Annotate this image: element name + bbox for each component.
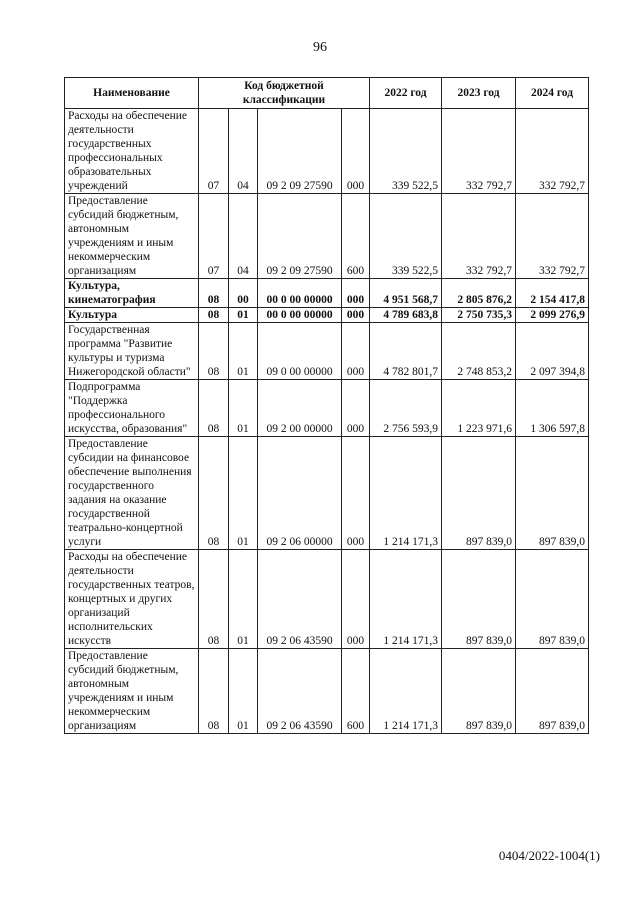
code-target: 09 2 06 43590 bbox=[258, 649, 342, 734]
table-row bbox=[65, 437, 589, 550]
value-2023: 332 792,7 bbox=[442, 194, 516, 279]
row-name: Расходы на обеспечение деятельности государственных профессиональных образовательных учреждений bbox=[65, 109, 199, 194]
value-2024: 2 097 394,8 bbox=[516, 323, 589, 380]
code-subsection: 01 bbox=[229, 649, 258, 734]
table-header-row bbox=[65, 78, 589, 109]
code-target: 09 2 06 00000 bbox=[258, 437, 342, 550]
table-row bbox=[65, 109, 589, 194]
code-subsection: 01 bbox=[229, 323, 258, 380]
code-expense-type: 000 bbox=[342, 380, 370, 437]
code-target: 00 0 00 00000 bbox=[258, 308, 342, 323]
code-subsection: 01 bbox=[229, 308, 258, 323]
value-2024: 897 839,0 bbox=[516, 550, 589, 649]
code-section: 08 bbox=[199, 323, 229, 380]
value-2022: 1 214 171,3 bbox=[370, 649, 442, 734]
value-2022: 339 522,5 bbox=[370, 194, 442, 279]
value-2023: 1 223 971,6 bbox=[442, 380, 516, 437]
code-target: 09 0 00 00000 bbox=[258, 323, 342, 380]
value-2024: 332 792,7 bbox=[516, 194, 589, 279]
value-2024: 2 154 417,8 bbox=[516, 279, 589, 308]
code-expense-type: 000 bbox=[342, 279, 370, 308]
table-row bbox=[65, 323, 589, 380]
header-code: Код бюджетной классификации bbox=[199, 78, 370, 109]
value-2023: 897 839,0 bbox=[442, 437, 516, 550]
code-subsection: 01 bbox=[229, 550, 258, 649]
code-subsection: 01 bbox=[229, 437, 258, 550]
table-row bbox=[65, 380, 589, 437]
code-section: 08 bbox=[199, 649, 229, 734]
code-expense-type: 600 bbox=[342, 649, 370, 734]
code-expense-type: 600 bbox=[342, 194, 370, 279]
code-target: 09 2 09 27590 bbox=[258, 109, 342, 194]
value-2022: 339 522,5 bbox=[370, 109, 442, 194]
code-expense-type: 000 bbox=[342, 550, 370, 649]
row-name: Расходы на обеспечение деятельности государственных театров, концертных и других организаций исполнительских искусств bbox=[65, 550, 199, 649]
value-2022: 1 214 171,3 bbox=[370, 550, 442, 649]
value-2023: 2 805 876,2 bbox=[442, 279, 516, 308]
value-2023: 897 839,0 bbox=[442, 550, 516, 649]
value-2022: 1 214 171,3 bbox=[370, 437, 442, 550]
table-row bbox=[65, 649, 589, 734]
code-subsection: 04 bbox=[229, 194, 258, 279]
header-2022: 2022 год bbox=[370, 78, 442, 109]
value-2023: 332 792,7 bbox=[442, 109, 516, 194]
table-row bbox=[65, 308, 589, 323]
row-name: Государственная программа "Развитие культуры и туризма Нижегородской области" bbox=[65, 323, 199, 380]
table-row bbox=[65, 194, 589, 279]
code-expense-type: 000 bbox=[342, 109, 370, 194]
value-2024: 897 839,0 bbox=[516, 649, 589, 734]
value-2023: 2 748 853,2 bbox=[442, 323, 516, 380]
row-name: Культура, кинематография bbox=[65, 279, 199, 308]
code-expense-type: 000 bbox=[342, 323, 370, 380]
value-2024: 1 306 597,8 bbox=[516, 380, 589, 437]
code-expense-type: 000 bbox=[342, 308, 370, 323]
document-code: 0404/2022-1004(1) bbox=[498, 848, 600, 863]
header-name: Наименование bbox=[65, 78, 199, 109]
code-subsection: 00 bbox=[229, 279, 258, 308]
table-row bbox=[65, 279, 589, 308]
code-section: 07 bbox=[199, 194, 229, 279]
value-2022: 4 951 568,7 bbox=[370, 279, 442, 308]
value-2024: 897 839,0 bbox=[516, 437, 589, 550]
value-2023: 2 750 735,3 bbox=[442, 308, 516, 323]
code-subsection: 01 bbox=[229, 380, 258, 437]
table-row bbox=[65, 550, 589, 649]
page-number: 96 bbox=[313, 40, 327, 55]
value-2022: 2 756 593,9 bbox=[370, 380, 442, 437]
code-target: 09 2 09 27590 bbox=[258, 194, 342, 279]
code-section: 08 bbox=[199, 380, 229, 437]
code-target: 00 0 00 00000 bbox=[258, 279, 342, 308]
value-2022: 4 782 801,7 bbox=[370, 323, 442, 380]
row-name: Предоставление субсидий бюджетным, автономным учреждениям и иным некоммерческим организациям bbox=[65, 194, 199, 279]
header-2023: 2023 год bbox=[442, 78, 516, 109]
budget-table bbox=[64, 77, 589, 734]
code-subsection: 04 bbox=[229, 109, 258, 194]
code-target: 09 2 00 00000 bbox=[258, 380, 342, 437]
code-expense-type: 000 bbox=[342, 437, 370, 550]
code-target: 09 2 06 43590 bbox=[258, 550, 342, 649]
code-section: 07 bbox=[199, 109, 229, 194]
value-2023: 897 839,0 bbox=[442, 649, 516, 734]
header-2024: 2024 год bbox=[516, 78, 589, 109]
value-2024: 2 099 276,9 bbox=[516, 308, 589, 323]
code-section: 08 bbox=[199, 437, 229, 550]
row-name: Культура bbox=[65, 308, 199, 323]
code-section: 08 bbox=[199, 308, 229, 323]
value-2024: 332 792,7 bbox=[516, 109, 589, 194]
value-2022: 4 789 683,8 bbox=[370, 308, 442, 323]
row-name: Предоставление субсидии на финансовое обеспечение выполнения государственного задания на оказание государственной театрально-концертной услуги bbox=[65, 437, 199, 550]
row-name: Предоставление субсидий бюджетным, автономным учреждениям и иным некоммерческим организациям bbox=[65, 649, 199, 734]
code-section: 08 bbox=[199, 279, 229, 308]
row-name: Подпрограмма "Поддержка профессионального искусства, образования" bbox=[65, 380, 199, 437]
code-section: 08 bbox=[199, 550, 229, 649]
